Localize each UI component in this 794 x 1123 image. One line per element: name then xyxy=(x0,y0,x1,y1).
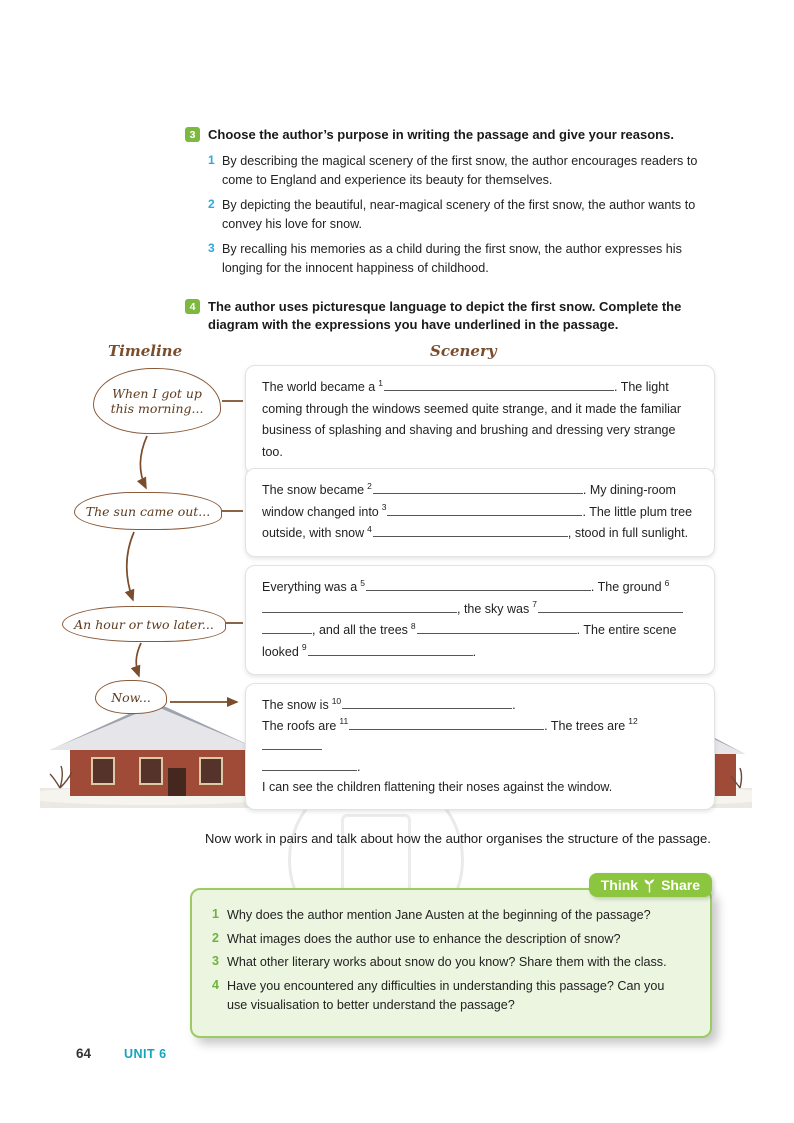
blank-line[interactable] xyxy=(417,622,577,635)
blank-number: 9 xyxy=(301,642,307,653)
question-number: 2 xyxy=(212,930,219,945)
blank-line[interactable] xyxy=(366,579,591,592)
option-text: By recalling his memories as a child during the first snow, the author expresses his longing for the innocent happiness of childhood. xyxy=(222,242,682,275)
blank-line[interactable] xyxy=(538,600,683,613)
exercise-3-option-2 xyxy=(208,196,725,234)
option-number: 2 xyxy=(208,197,215,211)
exercise-4-number-badge: 4 xyxy=(185,299,200,314)
speech-bubble-sun-came-out: The sun came out... xyxy=(74,492,222,530)
think-share-box xyxy=(190,877,712,1038)
unit-label: UNIT 6 xyxy=(124,1047,167,1061)
think-share-question-1 xyxy=(212,906,692,926)
blank-line[interactable] xyxy=(387,503,582,516)
page-number: 64 xyxy=(76,1046,92,1061)
blank-number: 10 xyxy=(331,695,342,706)
question-text: Have you encountered any difficulties in understanding this passage? Can you use visualisation to better understand the passage? xyxy=(227,978,665,1012)
think-share-tab xyxy=(589,873,712,897)
exercise-3-number-badge: 3 xyxy=(185,127,200,142)
question-number: 3 xyxy=(212,954,219,968)
scenery-box-1: The world became a $^1$ . The light coming through the windows seemed quite strange, and it made the familiar business of splashing and shaving and brushing and dressing very strange too. xyxy=(245,365,715,475)
blank-number: 11 xyxy=(339,716,349,727)
question-text: Why does the author mention Jane Austen at the beginning of the passage? xyxy=(227,908,651,922)
blank-line[interactable] xyxy=(373,482,583,495)
blank-number: 3 xyxy=(381,502,387,513)
blank-number: 12 xyxy=(628,716,638,727)
think-share-question-4 xyxy=(212,977,692,1016)
scenery-box-4: The snow is $^{10}$ . The roofs are $^{11}$ . The trees are $^{12}$ . I can see the children flattening their noses against the window. xyxy=(245,683,715,810)
blank-number: 6 xyxy=(664,577,670,588)
share-label: Share xyxy=(661,877,700,893)
blank-line[interactable] xyxy=(349,717,544,730)
option-text: By describing the magical scenery of the first snow, the author encourages readers to come to England and experience its beauty for themselves. xyxy=(222,154,698,187)
think-label: Think xyxy=(600,877,639,893)
scenery-box-2: The snow became $^2$ . My dining-room window changed into $^3$ . The little plum tree outside, with snow $^4$ , stood in full sunlight. xyxy=(245,468,715,557)
blank-line[interactable] xyxy=(342,697,512,710)
speech-bubble-morning: When I got up this morning... xyxy=(93,368,221,434)
exercise-4-title: The author uses picturesque language to depict the first snow. Complete the diagram with the expressions you have underlined in the passage. xyxy=(208,299,682,332)
blank-line[interactable] xyxy=(262,622,312,635)
blank-number: 1 xyxy=(378,377,383,388)
blank-number: 7 xyxy=(532,599,537,610)
think-share-question-2 xyxy=(212,930,692,950)
option-text: By depicting the beautiful, near-magical scenery of the first snow, the author wants to convey his love for snow. xyxy=(222,198,696,231)
blank-line[interactable] xyxy=(262,600,457,613)
blank-number: 2 xyxy=(367,480,372,491)
question-text: What images does the author use to enhance the description of snow? xyxy=(227,931,621,946)
sprout-icon xyxy=(643,878,656,893)
question-number: 4 xyxy=(212,977,219,992)
blank-number: 5 xyxy=(360,577,365,588)
exercise-3-title: Choose the author’s purpose in writing the passage and give your reasons. xyxy=(208,127,674,142)
option-number: 3 xyxy=(208,241,215,255)
blank-line[interactable] xyxy=(373,525,568,538)
option-number: 1 xyxy=(208,153,215,167)
scenery-box-3: Everything was a $^5$ . The ground $^6$, the sky was $^7$, and all the trees $^8$ . The entire scene looked $^9$ . xyxy=(245,565,715,675)
scenery-label: Scenery xyxy=(430,342,497,360)
blank-number: 8 xyxy=(410,620,416,631)
pairwork-instruction: Now work in pairs and talk about how the author organises the structure of the passage. xyxy=(205,831,711,846)
speech-bubble-hour-later: An hour or two later... xyxy=(62,606,226,642)
exercise-3-section xyxy=(185,126,725,284)
exercise-3-option-3 xyxy=(208,240,725,278)
question-text: What other literary works about snow do you know? Share them with the class. xyxy=(227,955,667,969)
blank-number: 4 xyxy=(367,523,372,534)
think-share-question-3 xyxy=(212,953,692,973)
blank-line[interactable] xyxy=(384,379,614,392)
question-number: 1 xyxy=(212,907,219,921)
exercise-4-section xyxy=(185,298,730,334)
speech-bubble-now: Now... xyxy=(95,680,167,714)
timeline-scenery-diagram xyxy=(0,340,794,818)
blank-line[interactable] xyxy=(262,738,322,751)
blank-line[interactable] xyxy=(262,758,357,771)
timeline-label: Timeline xyxy=(108,342,183,360)
exercise-3-option-1 xyxy=(208,152,725,190)
blank-line[interactable] xyxy=(308,643,473,656)
